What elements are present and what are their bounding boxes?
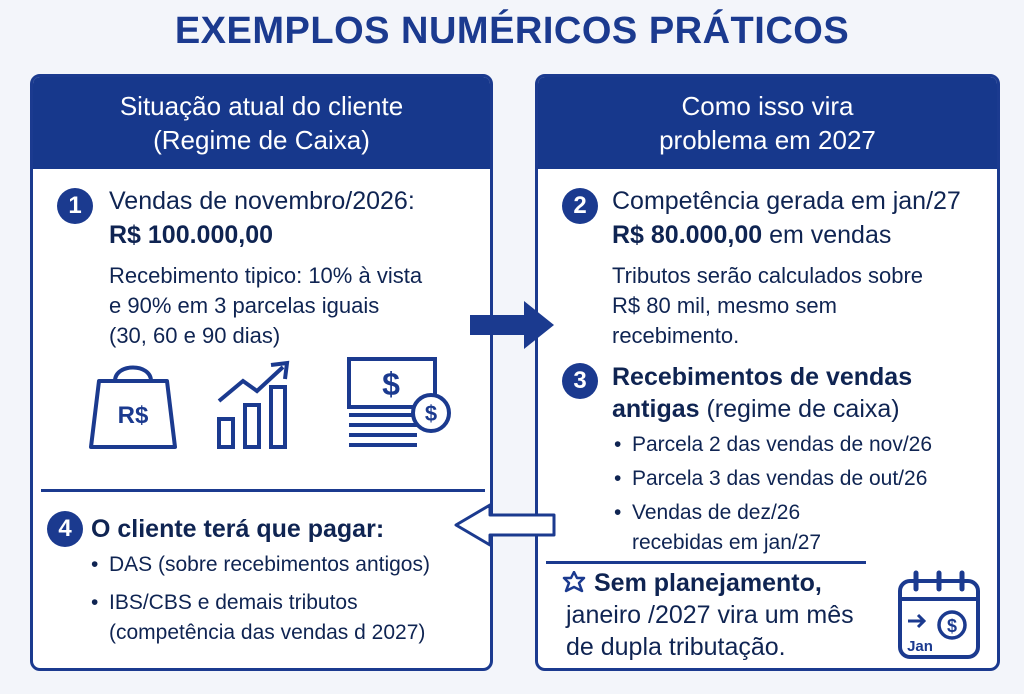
- step3-bullet-2: • Parcela 3 das vendas de out/26: [614, 467, 928, 490]
- step4-bullet-1: • DAS (sobre recebimentos antigos): [91, 553, 430, 576]
- calendar-coin-symbol: $: [946, 616, 958, 636]
- step4-bullet-2-continuation: (competência das vendas d 2027): [109, 621, 426, 644]
- divider: [41, 489, 485, 492]
- calendar-icon: [896, 569, 982, 661]
- coin-symbol: $: [424, 401, 438, 426]
- step2-desc-line2: R$ 80 mil, mesmo sem: [612, 293, 837, 318]
- warning-line2: janeiro /2027 vira um mês: [566, 601, 854, 629]
- bullet-text: Parcela 2 das vendas de nov/26: [632, 433, 933, 456]
- bullet-text: Parcela 3 das vendas de out/26: [632, 467, 928, 490]
- step1-heading: Vendas de novembro/2026:: [109, 187, 415, 215]
- step3-heading-line1: Recebimentos de vendas: [612, 363, 913, 391]
- step-number-4: 4: [47, 511, 83, 547]
- step2-amount: R$ 80.000,00: [612, 221, 763, 249]
- step3-bullet-3-continuation: recebidas em jan/27: [632, 531, 822, 554]
- step3-bullet-3: • Vendas de dez/26: [614, 501, 801, 524]
- calendar-month: Jan: [907, 638, 933, 655]
- header-line-1: Como isso vira: [681, 91, 854, 121]
- step3-heading-rest: (regime de caixa): [706, 395, 900, 423]
- step2-amount-line: [612, 219, 891, 251]
- current-situation-header: [33, 77, 490, 169]
- right-arrow-icon: [466, 297, 558, 353]
- shopping-bag-icon: [85, 359, 181, 451]
- left-arrow-icon: [450, 501, 560, 549]
- step1-desc-line2: e 90% em 3 parcelas iguais: [109, 293, 380, 318]
- step2-desc-line1: Tributos serão calculados sobre: [612, 263, 924, 288]
- step1-desc-line3: (30, 60 e 90 dias): [109, 323, 281, 348]
- warning-line3: de dupla tributação.: [566, 633, 786, 661]
- bullet-text: IBS/CBS e demais tributos: [109, 591, 358, 614]
- current-situation-panel: [30, 74, 493, 671]
- step3-bullet-1: • Parcela 2 das vendas de nov/26: [614, 433, 933, 456]
- bullet-text: Vendas de dez/26: [632, 501, 801, 524]
- warning-divider: [546, 561, 866, 564]
- bullet-text: DAS (sobre recebimentos antigos): [109, 553, 430, 576]
- step1-desc-line1: Recebimento tipico: 10% à vista: [109, 263, 423, 288]
- step3-heading-line2: [612, 393, 900, 425]
- step-number-1: 1: [57, 188, 93, 224]
- header-line-2: (Regime de Caixa): [153, 125, 370, 155]
- step-number-2: 2: [562, 188, 598, 224]
- warning-line1: Sem planejamento,: [594, 569, 822, 597]
- header-line-1: Situação atual do cliente: [119, 91, 404, 121]
- money-stack-icon: [343, 355, 455, 451]
- problem-2027-panel: [535, 74, 1000, 671]
- bag-label: R$: [117, 402, 149, 429]
- bill-symbol: $: [382, 366, 400, 402]
- step2-amount-suffix: em vendas: [769, 221, 892, 249]
- step3-heading-bold: antigas: [612, 395, 700, 423]
- page-title: EXEMPLOS NUMÉRICOS PRÁTICOS: [174, 10, 850, 52]
- step2-heading: Competência gerada em jan/27: [612, 187, 961, 215]
- step1-amount: R$ 100.000,00: [109, 221, 274, 249]
- step4-bullet-2: • IBS/CBS e demais tributos: [91, 591, 358, 614]
- step-number-3: 3: [562, 363, 598, 399]
- problem-2027-header: [538, 77, 997, 169]
- step2-desc-line3: recebimento.: [612, 323, 740, 348]
- step4-heading: O cliente terá que pagar:: [91, 515, 385, 543]
- star-icon: [562, 571, 586, 595]
- header-line-2: problema em 2027: [659, 125, 876, 155]
- growth-chart-icon: [213, 357, 297, 451]
